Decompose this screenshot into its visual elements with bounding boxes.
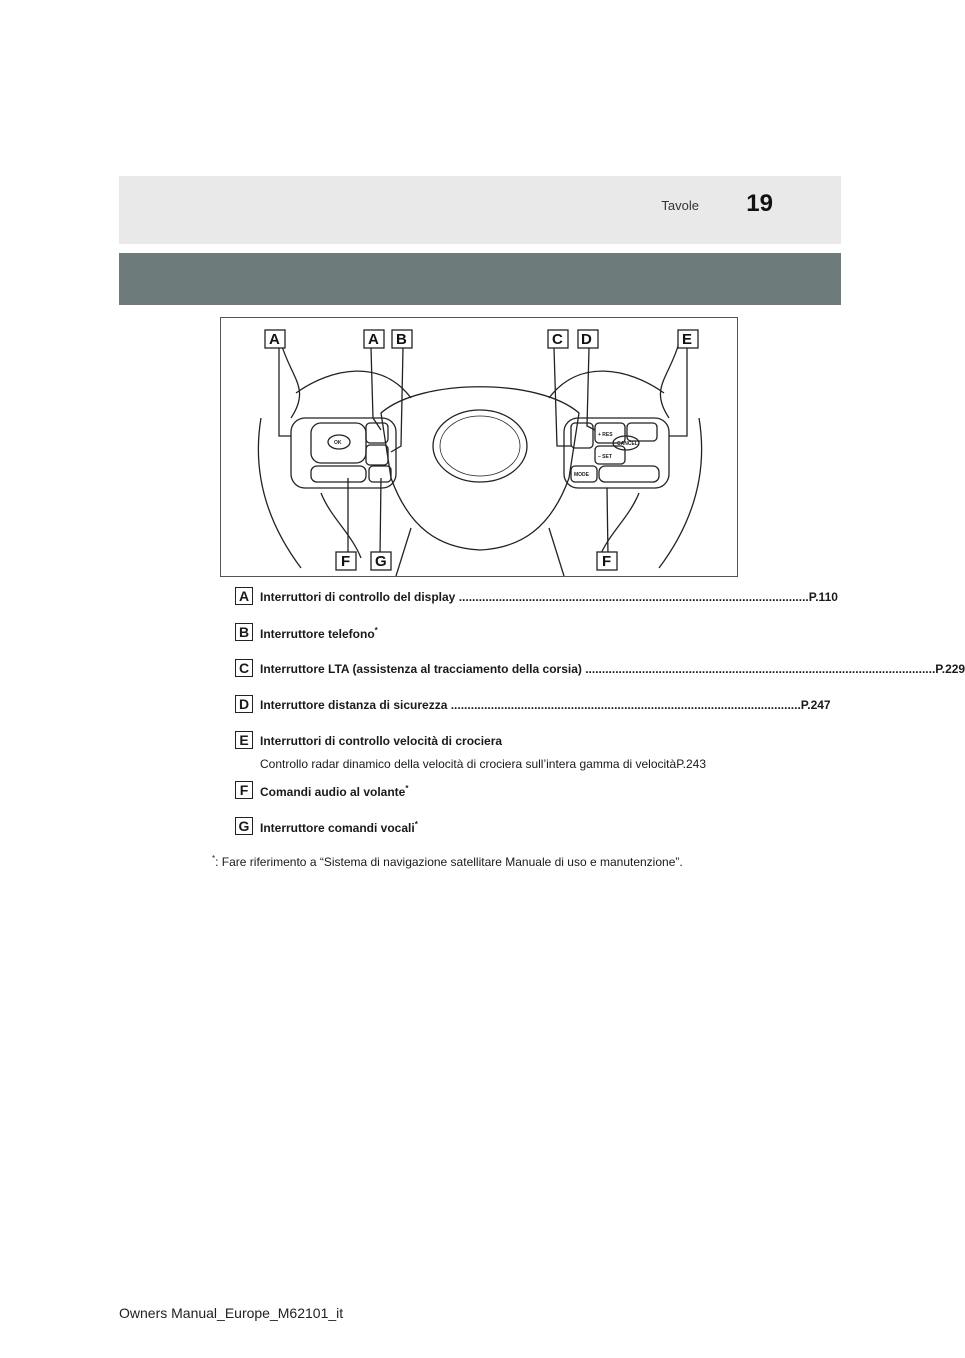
footnote-mark: * xyxy=(212,854,216,863)
footnote xyxy=(212,854,683,869)
legend-text: Interruttore telefono xyxy=(260,627,375,641)
footnote-mark: * xyxy=(414,820,418,829)
callout-b: B xyxy=(396,331,407,348)
legend-ref: P.247 xyxy=(800,698,831,712)
switch-mode-label: MODE xyxy=(574,472,589,478)
leader-dots: ......................................................................................................... xyxy=(447,698,801,712)
legend-letter: E xyxy=(235,731,253,749)
legend-text: Interruttori di controllo velocità di crociera xyxy=(260,734,503,748)
legend-letter: C xyxy=(235,659,253,677)
legend-sub-text: Controllo radar dinamico della velocità di crociera sull’intera gamma di velocità xyxy=(260,757,677,771)
legend-item-d xyxy=(235,695,831,731)
callout-f2: F xyxy=(602,553,612,570)
footnote-mark: * xyxy=(405,784,409,793)
callout-g: G xyxy=(375,553,387,570)
leader-dots: ......................................................................................................... xyxy=(455,590,809,604)
switch-cancel-label: CANCEL xyxy=(617,441,638,447)
steering-wheel-figure xyxy=(220,317,738,577)
page-number: 19 xyxy=(746,190,773,217)
leader-dots: ......................................................................................................... xyxy=(581,662,936,676)
legend-text: Interruttore LTA (assistenza al tracciamento della corsia) xyxy=(260,662,582,676)
legend-ref: P.110 xyxy=(808,590,838,604)
legend-text: Interruttore distanza di sicurezza xyxy=(260,698,448,712)
legend-sub-item xyxy=(235,757,745,781)
legend-text: Interruttori di controllo del display xyxy=(260,590,456,604)
callout-c: C xyxy=(552,331,563,348)
header-band xyxy=(119,176,841,244)
switch-res-label: + RES xyxy=(598,432,613,438)
section-banner xyxy=(119,253,841,305)
page-footer: Owners Manual_Europe_M62101_it xyxy=(119,1305,344,1321)
legend-ref: P.229 xyxy=(935,662,965,676)
legend-item-f xyxy=(235,781,745,817)
callout-e: E xyxy=(682,331,693,348)
callout-a1: A xyxy=(269,331,280,348)
switch-ok-label: OK xyxy=(334,440,342,446)
legend-item-a xyxy=(235,587,838,623)
legend-letter: D xyxy=(235,695,253,713)
legend xyxy=(235,587,965,853)
legend-letter: B xyxy=(235,623,253,641)
legend-sub-ref: P.243 xyxy=(676,757,707,771)
legend-item-b xyxy=(235,623,745,659)
callout-f1: F xyxy=(341,553,351,570)
steering-wheel-illustration xyxy=(221,318,739,578)
legend-item-c xyxy=(235,659,965,695)
switch-set-label: – SET xyxy=(598,454,612,460)
footnote-text: : Fare riferimento a “Sistema di navigazione satellitare Manuale di uso e manutenzione”. xyxy=(215,855,683,869)
legend-text: Interruttore comandi vocali xyxy=(260,821,415,835)
section-title: Tavole xyxy=(661,198,699,213)
legend-text: Comandi audio al volante xyxy=(260,785,406,799)
callout-a2: A xyxy=(368,331,379,348)
legend-letter: A xyxy=(235,587,253,605)
legend-letter: F xyxy=(235,781,253,799)
callout-d: D xyxy=(581,331,592,348)
legend-letter: G xyxy=(235,817,253,835)
legend-item-g xyxy=(235,817,745,853)
footnote-mark: * xyxy=(374,626,378,635)
